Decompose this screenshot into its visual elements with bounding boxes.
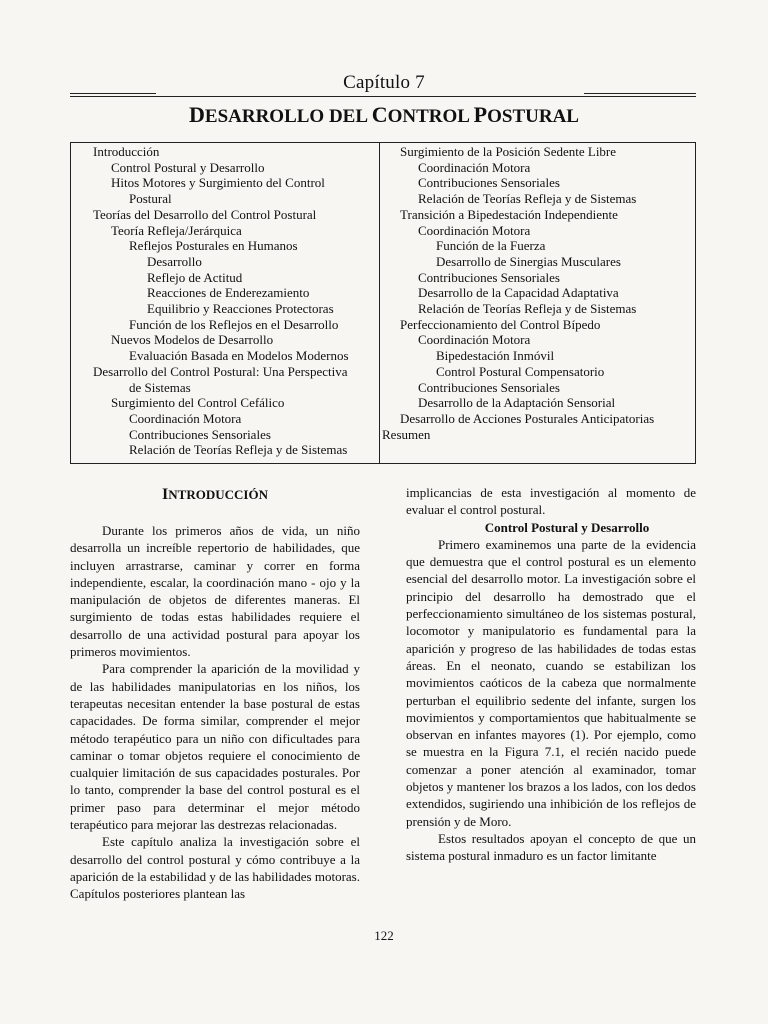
toc-entry: Función de los Reflejos en el Desarrollo <box>129 316 339 332</box>
toc-entry: Coordinación Motora <box>418 222 531 238</box>
toc-entry: Teoría Refleja/Jerárquica <box>111 222 242 238</box>
toc-entry: Desarrollo del Control Postural: Una Perspectiva <box>93 363 348 379</box>
table-of-contents <box>70 142 696 464</box>
toc-entry: Desarrollo de la Adaptación Sensorial <box>418 395 616 411</box>
toc-entry: Función de la Fuerza <box>436 238 546 254</box>
section-heading-rest: NTRODUCCIÓN <box>168 487 268 502</box>
paragraph: Para comprender la aparición de la movilidad y de las habilidades manipulatorias en los niños, los terapeutas necesitan entender la base postural de estas capacidades. De forma similar, comprender el mejor método terapéutico para un niño con dificultades para caminar o tomar objetos requiere el conocimiento de cualquier limitación de sus capacidades posturales. Por lo tanto, comprender la base del control postural es el primer paso para determinar el mejor método terapéutico para mejorar las destrezas relacionadas. <box>70 661 360 833</box>
toc-right-column <box>382 144 696 442</box>
title-initial-2: C <box>371 102 388 127</box>
title-initial-1: D <box>189 102 205 127</box>
title-initial-3: P <box>473 102 488 127</box>
toc-entry: Desarrollo <box>147 253 202 269</box>
toc-entry: Equilibrio y Reacciones Protectoras <box>147 301 334 317</box>
right-text-column <box>406 484 696 865</box>
toc-entry: Nuevos Modelos de Desarrollo <box>111 332 274 348</box>
toc-column-divider <box>379 143 380 463</box>
paragraph: Durante los primeros años de vida, un niño desarrolla un increíble repertorio de habilidades, que incluyen arrastrarse, caminar y correr en forma independiente, escalar, la coordinación mano - ojo y la manipulación de objetos de diferentes maneras. El surgimiento de todas estas habilidades requiere el desarrollo de una actividad postural para apoyar los primeros movimientos. <box>70 523 360 660</box>
toc-entry: Relación de Teorías Refleja y de Sistemas <box>129 442 348 458</box>
toc-entry: Transición a Bipedestación Independiente <box>400 206 618 222</box>
left-text-column <box>70 522 360 903</box>
toc-entry: Coordinación Motora <box>418 332 531 348</box>
subheading-control-postural: Control Postural y Desarrollo <box>484 519 650 535</box>
toc-entry: Relación de Teorías Refleja y de Sistemas <box>418 191 637 207</box>
toc-entry: Hitos Motores y Surgimiento del Control <box>111 175 325 191</box>
toc-entry: Coordinación Motora <box>418 159 531 175</box>
toc-entry: Desarrollo de Acciones Posturales Anticipatorias <box>400 410 655 426</box>
toc-entry: Control Postural y Desarrollo <box>111 159 265 175</box>
toc-entry: Contribuciones Sensoriales <box>418 175 560 191</box>
toc-entry: Reacciones de Enderezamiento <box>147 285 310 301</box>
toc-entry: Contribuciones Sensoriales <box>129 426 271 442</box>
header-rule-right <box>584 93 696 94</box>
title-part-3: OSTURAL <box>487 106 579 127</box>
toc-entry: Teorías del Desarrollo del Control Postural <box>93 206 317 222</box>
toc-entry: Reflejos Posturales en Humanos <box>129 238 298 254</box>
toc-entry: Resumen <box>382 426 431 442</box>
section-heading-initial: I <box>162 486 169 503</box>
toc-entry: Perfeccionamiento del Control Bípedo <box>400 316 601 332</box>
title-part-2: ONTROL <box>387 106 474 127</box>
toc-entry: Postural <box>129 191 172 207</box>
paragraph: Este capítulo analiza la investigación sobre el desarrollo del control postural y cómo contribuye a la aparición de la estabilidad y de las habilidades motoras. Capítulos posteriores plantean las <box>70 834 360 902</box>
toc-entry: Contribuciones Sensoriales <box>418 269 560 285</box>
toc-entry: Surgimiento del Control Cefálico <box>111 395 285 411</box>
toc-entry: Contribuciones Sensoriales <box>418 379 560 395</box>
paragraph: implicancias de esta investigación al momento de evaluar el control postural. <box>406 485 696 518</box>
chapter-title <box>0 102 768 128</box>
toc-entry: Coordinación Motora <box>129 410 242 426</box>
toc-left-column <box>93 144 379 458</box>
toc-entry: Desarrollo de Sinergias Musculares <box>436 253 621 269</box>
header-rule-full <box>70 96 696 97</box>
toc-entry: Control Postural Compensatorio <box>436 363 605 379</box>
toc-entry: Introducción <box>93 144 160 159</box>
title-part-1: ESARROLLO DEL <box>204 106 372 127</box>
section-heading-introduccion <box>70 486 360 504</box>
toc-entry: de Sistemas <box>129 379 191 395</box>
toc-entry: Relación de Teorías Refleja y de Sistemas <box>418 301 637 317</box>
page-number: 122 <box>374 928 394 943</box>
toc-entry: Evaluación Basada en Modelos Modernos <box>129 348 349 364</box>
header-rule-left <box>70 93 156 94</box>
toc-entry: Bipedestación Inmóvil <box>436 348 555 364</box>
toc-entry: Surgimiento de la Posición Sedente Libre <box>400 144 617 159</box>
toc-entry: Desarrollo de la Capacidad Adaptativa <box>418 285 619 301</box>
paragraph: Primero examinemos una parte de la evidencia que demuestra que el control postural es un elemento esencial del desarrollo motor. La investigación sobre el principio del desarrollo ha demostrado que el perfeccionamiento simultáneo de los sistemas postural, locomotor y manipulatorio es fundamental para la aparición y progreso de las habilidades de todas estas áreas. En el neonato, cuando se estabilizan los movimientos caóticos de la cabeza que normalmente perturban el equilibrio sedente del infante, surgen los movimientos y comportamientos que habitualmente se observan en infantes mayores (1). Por ejemplo, como se muestra en la Figura 7.1, el recién nacido puede comenzar a poner atención al examinador, tomar objetos y mantener los brazos a los lados, con los dedos extendidos, sugiriendo una inhibición de los reflejos de prensión y de Moro. <box>406 536 696 829</box>
chapter-label: Capítulo 7 <box>343 72 425 93</box>
paragraph: Estos resultados apoyan el concepto de que un sistema postural inmaduro es un factor limitante <box>406 830 696 864</box>
toc-entry: Reflejo de Actitud <box>147 269 243 285</box>
